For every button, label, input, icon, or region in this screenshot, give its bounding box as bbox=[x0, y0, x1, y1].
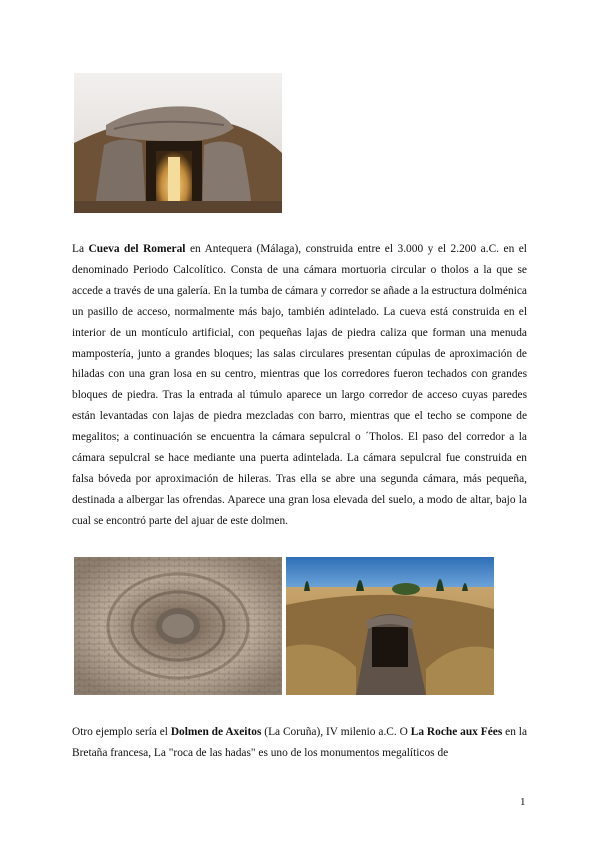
page-number: 1 bbox=[520, 796, 526, 808]
dolmen-corridor-photo bbox=[286, 557, 494, 695]
paragraph-other-examples: Otro ejemplo sería el Dolmen de Axeitos (La Coruña), IV milenio a.C. O La Roche aux Fées en la Bretaña francesa, La "roca de las hadas" es uno de los monumentos megalíticos de bbox=[72, 726, 527, 759]
term-la-roche-aux-fees: La Roche aux Fées bbox=[410, 726, 503, 738]
term-dolmen-de-axeitos: Dolmen de Axeitos bbox=[170, 726, 262, 738]
paragraph-cueva-del-romeral: La Cueva del Romeral en Antequera (Málaga), construida entre el 3.000 y el 2.200 a.C. en el denominado Periodo Calcolítico. Consta de una cámara mortuoria circular o tholos a la que se accede a través de una galería. En la tumba de cámara y corredor se añade a la estructura dolménica un pasillo de acceso, normalmente más bajo, también adintelado. La cueva está construida en el interior de un montículo artificial, con pequeñas lajas de piedra caliza que forman una menuda mampostería, junto a grandes bloques; las salas circulares presentan cúpulas de aproximación de hiladas con una gran losa en su centro, mientras que los corredores fueron techados con grandes bloques de piedra. Tras la entrada al túmulo aparece un largo corredor de acceso cuyas paredes están levantadas con lajas de piedra mezcladas con barro, mientras que el techo se compone de megalitos; a continuación se encuentra la cámara sepulcral o ´Tholos. El paso del corredor a la cámara sepulcral se hace mediante una puerta adintelada. La cámara sepulcral fue construida en falsa bóveda por aproximación de hileras. Tras ella se abre una segunda cámara, más pequeña, destinada a albergar las ofrendas. Aparece una gran losa elevada del suelo, a modo de altar, bajo la cual se encontró parte del ajuar de este dolmen. bbox=[72, 243, 527, 527]
romeral-entrance-photo bbox=[74, 73, 282, 213]
term-cueva-del-romeral: Cueva del Romeral bbox=[88, 243, 186, 255]
cupola-interior-photo bbox=[74, 557, 282, 695]
